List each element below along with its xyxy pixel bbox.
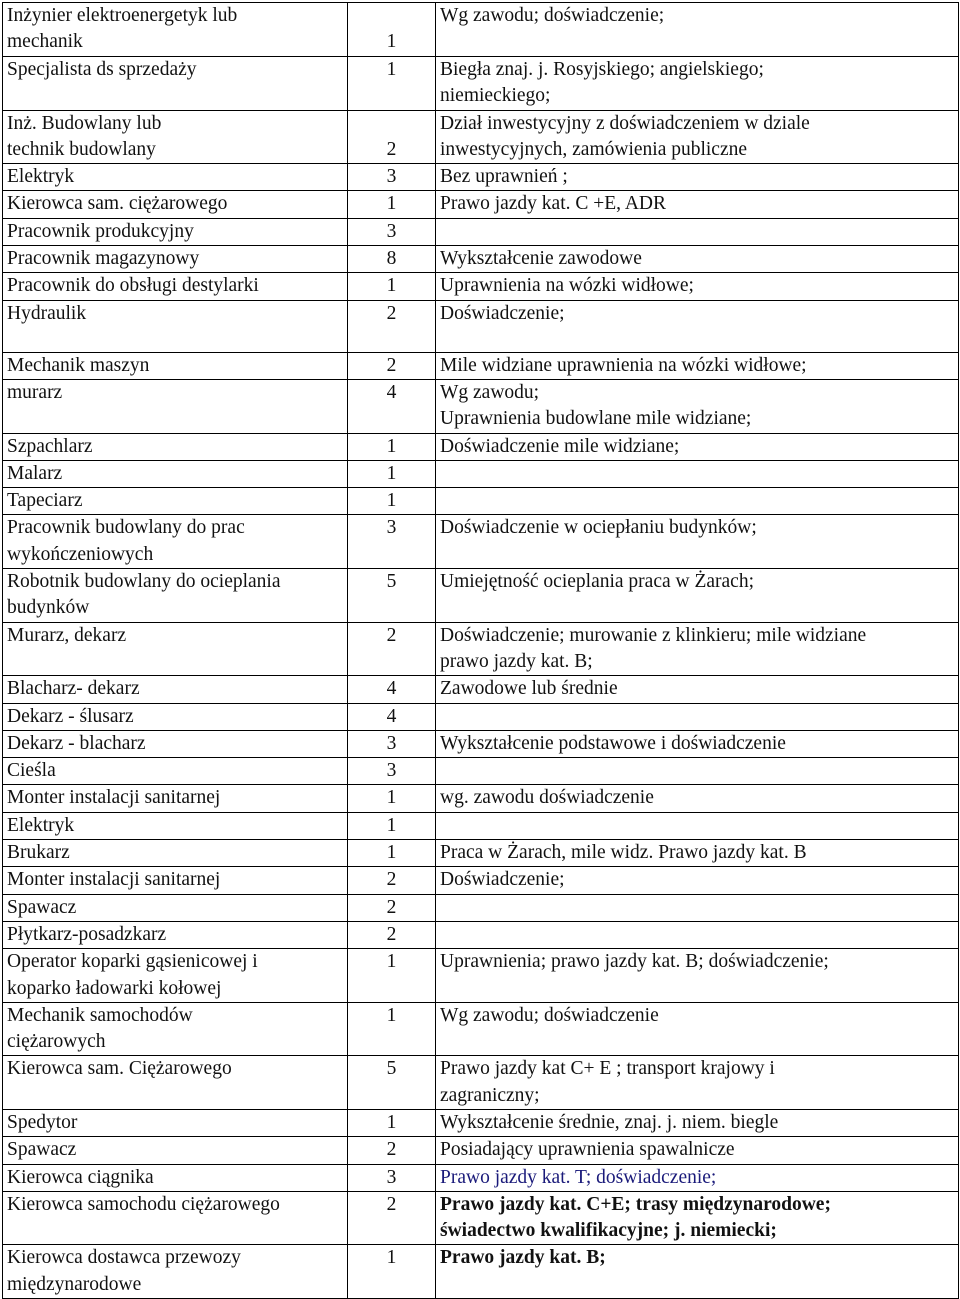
count-cell: 3 — [348, 1164, 436, 1191]
table-row — [3, 433, 959, 460]
count-cell: 5 — [348, 1056, 436, 1110]
table-row — [3, 1164, 959, 1191]
table-row — [3, 191, 959, 218]
requirements-cell — [436, 758, 959, 785]
table-row — [3, 515, 959, 569]
requirements-cell: Doświadczenie w ociepłaniu budynków; — [436, 515, 959, 569]
table-row — [3, 273, 959, 300]
position-cell: Kierowca samochodu ciężarowego — [3, 1191, 348, 1245]
position-cell: Specjalista ds sprzedaży — [3, 57, 348, 111]
table-row — [3, 867, 959, 894]
requirements-cell: Praca w Żarach, mile widz. Prawo jazdy kat. B — [436, 840, 959, 867]
table-row — [3, 57, 959, 111]
table-row — [3, 949, 959, 1003]
requirements-cell: Uprawnienia; prawo jazdy kat. B; doświadczenie; — [436, 949, 959, 1003]
count-cell: 1 — [348, 191, 436, 218]
requirements-cell: Dział inwestycyjny z doświadczeniem w dziale inwestycyjnych, zamówienia publiczne — [436, 110, 959, 164]
position-cell: Pracownik budowlany do prac wykończeniowych — [3, 515, 348, 569]
requirements-cell: Wg zawodu; Uprawnienia budowlane mile widziane; — [436, 379, 959, 433]
requirements-cell — [436, 812, 959, 839]
position-cell: Kierowca sam. Ciężarowego — [3, 1056, 348, 1110]
count-cell: 4 — [348, 379, 436, 433]
count-cell: 2 — [348, 300, 436, 352]
count-cell: 2 — [348, 352, 436, 379]
requirements-cell: Zawodowe lub średnie — [436, 676, 959, 703]
requirements-cell: Prawo jazdy kat. C+E; trasy międzynarodowe; świadectwo kwalifikacyjne; j. niemiecki; — [436, 1191, 959, 1245]
requirements-cell: Wykształcenie podstawowe i doświadczenie — [436, 730, 959, 757]
count-cell: 1 — [348, 812, 436, 839]
table-row — [3, 676, 959, 703]
count-cell: 3 — [348, 758, 436, 785]
requirements-cell: Prawo jazdy kat. T; doświadczenie; — [436, 1164, 959, 1191]
count-cell: 1 — [348, 488, 436, 515]
table-row — [3, 894, 959, 921]
table-row — [3, 569, 959, 623]
count-cell: 1 — [348, 3, 436, 57]
table-row — [3, 1191, 959, 1245]
requirements-cell — [436, 488, 959, 515]
requirements-cell — [436, 703, 959, 730]
requirements-cell: Wg zawodu; doświadczenie — [436, 1002, 959, 1056]
position-cell: Brukarz — [3, 840, 348, 867]
position-cell: Monter instalacji sanitarnej — [3, 867, 348, 894]
position-cell: Spedytor — [3, 1109, 348, 1136]
table-row — [3, 460, 959, 487]
requirements-cell: Wg zawodu; doświadczenie; — [436, 3, 959, 57]
count-cell: 3 — [348, 730, 436, 757]
count-cell: 1 — [348, 1109, 436, 1136]
count-cell: 4 — [348, 703, 436, 730]
table-row — [3, 379, 959, 433]
count-cell: 2 — [348, 867, 436, 894]
requirements-cell: Posiadający uprawnienia spawalnicze — [436, 1137, 959, 1164]
count-cell: 1 — [348, 433, 436, 460]
table-row — [3, 703, 959, 730]
count-cell: 3 — [348, 515, 436, 569]
count-cell: 2 — [348, 1137, 436, 1164]
position-cell: Pracownik do obsługi destylarki — [3, 273, 348, 300]
position-cell: Operator koparki gąsienicowej i koparko ładowarki kołowej — [3, 949, 348, 1003]
table-row — [3, 3, 959, 57]
requirements-cell: Prawo jazdy kat C+ E ; transport krajowy i zagraniczny; — [436, 1056, 959, 1110]
table-row — [3, 352, 959, 379]
table-row — [3, 785, 959, 812]
table-row — [3, 1245, 959, 1299]
position-cell: Robotnik budowlany do ocieplania budynków — [3, 569, 348, 623]
count-cell: 1 — [348, 273, 436, 300]
requirements-cell: Doświadczenie; murowanie z klinkieru; mile widziane prawo jazdy kat. B; — [436, 622, 959, 676]
job-offers-body — [3, 3, 959, 1299]
position-cell: Mechanik maszyn — [3, 352, 348, 379]
requirements-cell — [436, 894, 959, 921]
count-cell: 1 — [348, 1002, 436, 1056]
count-cell: 4 — [348, 676, 436, 703]
position-cell: Kierowca sam. ciężarowego — [3, 191, 348, 218]
table-row — [3, 840, 959, 867]
table-row — [3, 488, 959, 515]
requirements-cell: Doświadczenie mile widziane; — [436, 433, 959, 460]
position-cell: Kierowca ciągnika — [3, 1164, 348, 1191]
requirements-cell: Doświadczenie; — [436, 300, 959, 352]
count-cell: 3 — [348, 164, 436, 191]
position-cell: Spawacz — [3, 1137, 348, 1164]
count-cell: 8 — [348, 246, 436, 273]
count-cell: 2 — [348, 1191, 436, 1245]
table-row — [3, 246, 959, 273]
table-row — [3, 921, 959, 948]
position-cell: Pracownik magazynowy — [3, 246, 348, 273]
count-cell: 1 — [348, 460, 436, 487]
count-cell: 3 — [348, 218, 436, 245]
count-cell: 5 — [348, 569, 436, 623]
count-cell: 2 — [348, 110, 436, 164]
count-cell: 1 — [348, 1245, 436, 1299]
position-cell: murarz — [3, 379, 348, 433]
table-row — [3, 1056, 959, 1110]
requirements-cell: wg. zawodu doświadczenie — [436, 785, 959, 812]
requirements-cell: Bez uprawnień ; — [436, 164, 959, 191]
count-cell: 2 — [348, 921, 436, 948]
position-cell: Hydraulik — [3, 300, 348, 352]
table-row — [3, 164, 959, 191]
position-cell: Cieśla — [3, 758, 348, 785]
table-row — [3, 110, 959, 164]
table-row — [3, 1002, 959, 1056]
table-row — [3, 622, 959, 676]
requirements-cell: Biegła znaj. j. Rosyjskiego; angielskiego; niemieckiego; — [436, 57, 959, 111]
requirements-cell: Mile widziane uprawnienia na wózki widłowe; — [436, 352, 959, 379]
table-row — [3, 812, 959, 839]
table-row — [3, 1109, 959, 1136]
requirements-cell: Prawo jazdy kat. C +E, ADR — [436, 191, 959, 218]
table-row — [3, 218, 959, 245]
position-cell: Monter instalacji sanitarnej — [3, 785, 348, 812]
position-cell: Murarz, dekarz — [3, 622, 348, 676]
position-cell: Kierowca dostawca przewozy międzynarodowe — [3, 1245, 348, 1299]
count-cell: 1 — [348, 949, 436, 1003]
table-row — [3, 730, 959, 757]
position-cell: Elektryk — [3, 164, 348, 191]
position-cell: Dekarz - blacharz — [3, 730, 348, 757]
count-cell: 2 — [348, 622, 436, 676]
position-cell: Pracownik produkcyjny — [3, 218, 348, 245]
position-cell: Inżynier elektroenergetyk lub mechanik — [3, 3, 348, 57]
count-cell: 2 — [348, 894, 436, 921]
table-row — [3, 758, 959, 785]
requirements-cell: Prawo jazdy kat. B; — [436, 1245, 959, 1299]
position-cell: Tapeciarz — [3, 488, 348, 515]
position-cell: Malarz — [3, 460, 348, 487]
position-cell: Dekarz - ślusarz — [3, 703, 348, 730]
count-cell: 1 — [348, 57, 436, 111]
position-cell: Szpachlarz — [3, 433, 348, 460]
requirements-cell — [436, 921, 959, 948]
position-cell: Inż. Budowlany lub technik budowlany — [3, 110, 348, 164]
requirements-cell: Umiejętność ocieplania praca w Żarach; — [436, 569, 959, 623]
position-cell: Płytkarz-posadzkarz — [3, 921, 348, 948]
position-cell: Spawacz — [3, 894, 348, 921]
job-offers-table — [2, 2, 959, 1299]
position-cell: Elektryk — [3, 812, 348, 839]
table-row — [3, 1137, 959, 1164]
requirements-cell: Uprawnienia na wózki widłowe; — [436, 273, 959, 300]
requirements-cell: Wykształcenie średnie, znaj. j. niem. biegle — [436, 1109, 959, 1136]
table-row — [3, 300, 959, 352]
position-cell: Mechanik samochodów ciężarowych — [3, 1002, 348, 1056]
requirements-cell: Wykształcenie zawodowe — [436, 246, 959, 273]
requirements-cell — [436, 460, 959, 487]
requirements-cell: Doświadczenie; — [436, 867, 959, 894]
count-cell: 1 — [348, 840, 436, 867]
requirements-cell — [436, 218, 959, 245]
count-cell: 1 — [348, 785, 436, 812]
position-cell: Blacharz- dekarz — [3, 676, 348, 703]
